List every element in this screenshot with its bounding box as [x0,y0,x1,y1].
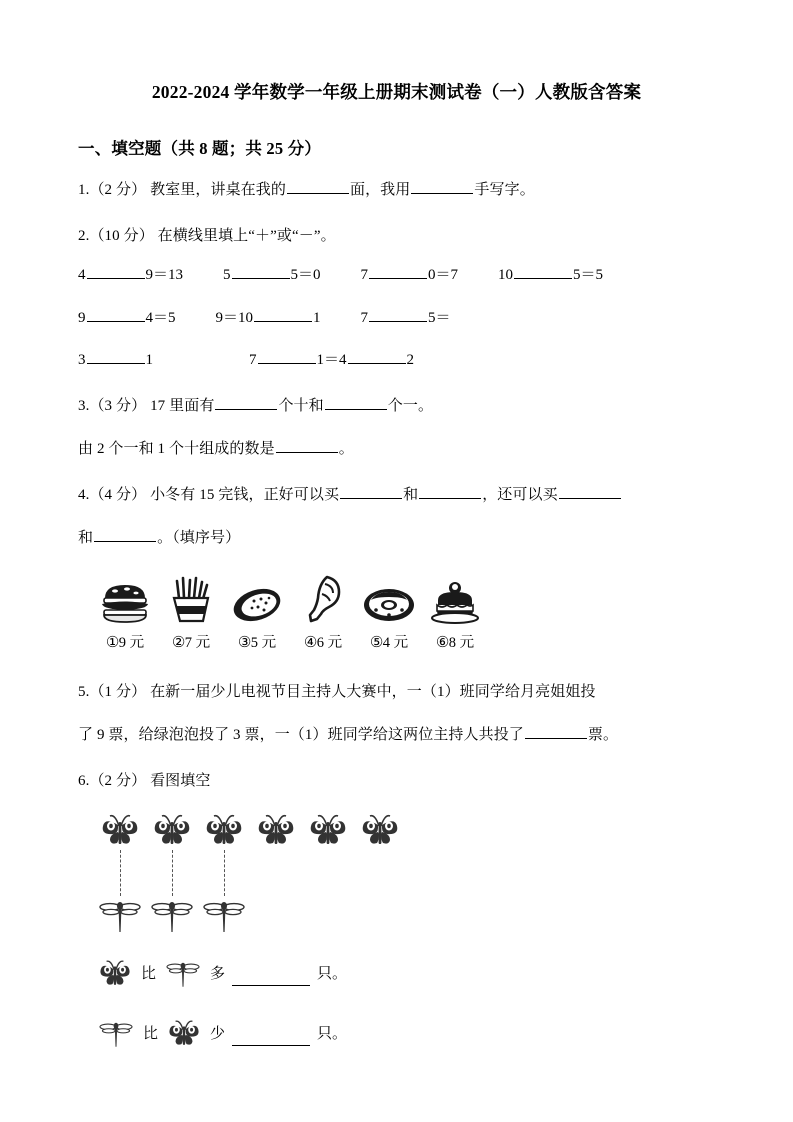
dashed-connector-line [120,850,121,896]
equation-right: 1 [145,352,153,368]
operator-blank[interactable] [369,263,427,279]
question-5-number: 5. [78,683,90,700]
equation-left: 5 [223,267,231,283]
question-5-line2-b: 票。 [587,726,619,743]
equation-left: 4 [78,267,86,283]
dashed-connector-line [172,850,173,896]
equation [361,304,451,333]
equation-right: 5 [290,267,299,283]
operator-blank[interactable] [348,348,406,364]
section-heading-fill-in-blanks: 一、填空题（共 8 题；共 25 分） [78,138,322,158]
bug-comparison-figure [94,812,715,936]
item-price: 4 元 [382,634,409,651]
equation [361,261,459,290]
food-price-figure [92,572,715,652]
equation-tail: ＝7 [435,267,459,283]
question-4-number: 4. [78,487,90,503]
item-marker: ③ [237,634,251,651]
price-label [290,631,356,652]
operator-blank[interactable] [232,263,290,279]
question-4-line1-c: ，还可以买 [482,487,558,503]
donut-icon [356,572,422,624]
butterfly-icon [146,812,198,850]
dragonfly-row [94,896,715,936]
equation-tail: ＝0 [298,267,321,283]
butterfly-icon [94,812,146,850]
compare-statement-2 [94,1018,715,1050]
food-icon-row [92,572,715,624]
price-label [356,631,422,652]
butterfly-icon [250,812,302,850]
compare-word-2: 少 [210,1025,226,1042]
question-3 [78,392,715,465]
answer-blank[interactable] [287,178,349,194]
answer-blank[interactable] [559,483,621,499]
answer-blank[interactable] [340,483,402,499]
cake-icon [422,572,488,624]
question-3-line1-a: 17 里面有 [150,397,215,414]
equation-right: 0 [428,267,436,283]
question-4 [78,481,715,554]
equation-tail: ＝5 [580,267,604,283]
answer-blank[interactable] [232,1030,310,1046]
question-6-text: 看图填空 [150,773,211,789]
question-1-text-a: 教室里，讲桌在我的 [150,181,286,198]
butterfly-icon [198,812,250,850]
equation-tail: ＝13 [153,267,184,283]
equation-right: 4 [145,309,153,326]
item-marker: ① [105,634,119,651]
equation-right: 1 [313,309,321,326]
drumstick-icon [290,572,356,624]
question-3-line1-b: 个十和 [278,397,324,414]
equation [223,261,321,290]
item-marker: ⑥ [435,634,449,651]
answer-blank[interactable] [215,394,277,410]
question-1-text-c: 手写字。 [474,181,535,198]
hot-dog-icon [224,572,290,624]
question-3-line1-c: 个一。 [387,397,434,414]
compare-unit-1: 只。 [317,965,348,982]
dragonfly-icon [94,896,146,936]
question-2 [78,222,715,251]
equation-left: 9＝10 [215,309,254,326]
question-3-number: 3. [78,397,90,414]
operator-blank[interactable] [369,306,427,322]
compare-unit-2: 只。 [317,1025,348,1042]
equation-right: 5 [573,267,581,283]
hamburger-icon [92,572,158,624]
price-label [422,631,488,652]
food-item [224,572,290,624]
question-4-line1-a: 小冬有 15 完钱，正好可以买 [150,487,340,503]
equation-right: 1 [316,352,324,368]
food-item [158,572,224,624]
equation-left: 9 [78,309,86,326]
operator-blank[interactable] [258,348,316,364]
item-marker: ② [171,634,185,651]
compare-relation-2: 比 [143,1025,159,1042]
operator-blank[interactable] [254,306,312,322]
equation-right: 9 [145,267,153,283]
equation [216,304,321,333]
food-item [422,572,488,624]
french-fries-icon [158,572,224,624]
equation-left: 10 [498,267,514,283]
equation-row [78,304,715,333]
question-2-equations [78,261,715,375]
price-label [224,631,290,652]
question-1-text-b: 面，我用 [349,181,411,198]
question-4-points: （4 分） [89,487,147,503]
item-price: 6 元 [316,634,343,651]
butterfly-icon [167,1018,201,1050]
equation [249,346,347,375]
equation [78,346,153,375]
equation-row [78,261,715,290]
answer-blank[interactable] [525,723,587,739]
item-price: 5 元 [250,634,277,651]
equation-left: 7 [360,267,369,283]
operator-blank[interactable] [514,263,572,279]
question-5-line1: 在新一届少儿电视节目主持人大赛中，一（1）班同学给月亮姐姐投 [150,683,596,700]
compare-word-1: 多 [210,965,226,982]
price-label [92,631,158,652]
question-2-number: 2. [78,227,90,244]
compare-statement-1 [94,958,715,990]
question-6-points: （2 分） [89,773,147,789]
question-1-points: （2 分） [89,181,147,198]
item-price: 7 元 [184,634,211,651]
equation-tail: ＝5 [153,309,176,326]
equation-right: 5 [428,309,436,326]
butterfly-icon [354,812,406,850]
operator-blank[interactable] [87,263,145,279]
equation-left: 7 [360,309,369,326]
dragonfly-icon [165,958,201,990]
answer-blank[interactable] [94,526,156,542]
equation [498,261,603,290]
question-2-points: （10 分） [89,227,154,244]
item-marker: ⑤ [369,634,383,651]
connector [94,850,146,896]
operator-blank[interactable] [87,306,145,322]
item-price: 8 元 [448,634,475,651]
connector [198,850,250,896]
answer-blank[interactable] [411,178,473,194]
food-item [356,572,422,624]
equation-left: 7 [249,352,257,368]
equation-right: 2 [406,352,415,368]
equation [78,304,176,333]
connector [146,850,198,896]
equation [347,346,415,375]
question-6 [78,767,715,796]
page-title: 2022-2024 学年数学一年级上册期末测试卷（一）人教版含答案 [151,82,642,102]
price-label [158,631,224,652]
question-3-line2-a: 由 2 个一和 1 个十组成的数是 [78,440,275,457]
food-item [290,572,356,624]
question-1 [78,176,715,205]
connector-row [94,850,715,896]
question-2-text: 在横线里填上“＋”或“－”。 [157,227,336,244]
document-body [78,78,715,1050]
answer-blank[interactable] [419,483,481,499]
item-price: 9 元 [118,634,145,651]
food-item [92,572,158,624]
question-1-number: 1. [78,181,90,198]
answer-blank[interactable] [325,394,387,410]
dragonfly-icon [198,896,250,936]
dragonfly-icon [146,896,198,936]
question-6-number: 6. [78,773,90,789]
question-4-line2-a: 和 [78,530,94,547]
question-4-line2-b: 。（填序号） [157,530,241,547]
butterfly-icon [98,958,132,990]
question-5-points: （1 分） [89,683,147,700]
compare-relation-1: 比 [141,965,157,982]
dragonfly-icon [98,1018,134,1050]
dashed-connector-line [224,850,225,896]
equation [78,261,183,290]
operator-blank[interactable] [87,348,145,364]
equation-tail: ＝ [435,309,451,326]
question-5-line2-a: 了 9 票，给绿泡泡投了 3 票，一（1）班同学给这两位主持人共投了 [78,726,524,743]
food-price-row [92,631,715,652]
answer-blank[interactable] [232,970,310,986]
butterfly-row [94,812,715,850]
equation-left: 3 [78,352,86,368]
question-3-points: （3 分） [89,397,147,414]
question-4-line1-b: 和 [403,487,419,503]
butterfly-icon [302,812,354,850]
item-marker: ④ [303,634,317,651]
answer-blank[interactable] [276,437,338,453]
question-3-line2-b: 。 [338,440,354,457]
question-5 [78,678,715,751]
equation-row [78,346,715,375]
equation-tail: ＝4 [324,352,347,368]
